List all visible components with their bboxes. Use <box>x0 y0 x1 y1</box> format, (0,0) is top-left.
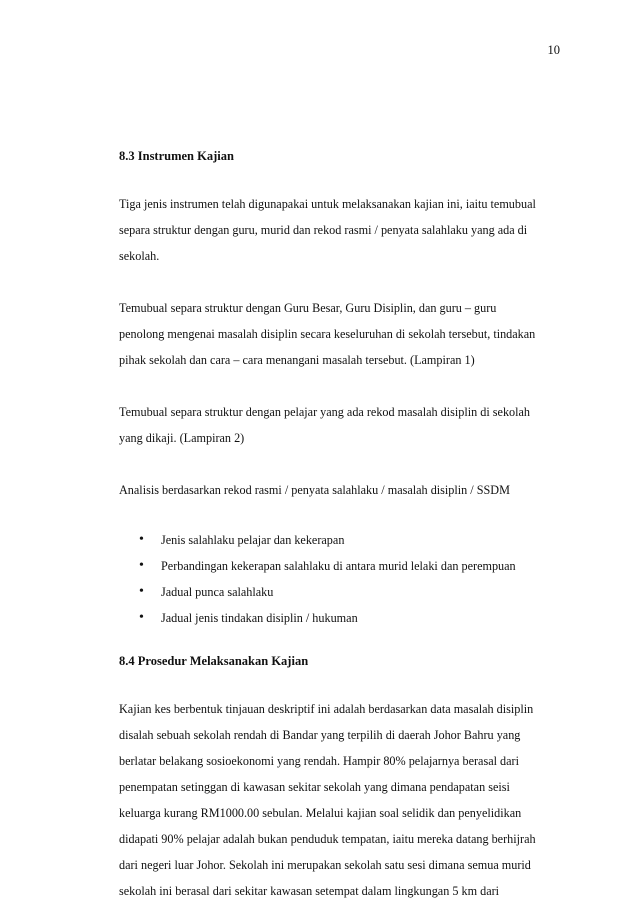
paragraph-interview-students <box>119 399 569 451</box>
text-line: didapati 90% pelajar adalah bukan penduduk tempatan, iaitu mereka datang berhijrah <box>119 832 536 846</box>
text-line: Temubual separa struktur dengan Guru Besar, Guru Disiplin, dan guru – guru <box>119 301 497 315</box>
text-line: disalah sebuah sekolah rendah di Bandar yang terpilih di daerah Johor Bahru yang <box>119 728 521 742</box>
paragraph-analysis <box>119 477 569 503</box>
text-line: pihak sekolah dan cara – cara menangani masalah tersebut. (Lampiran 1) <box>119 353 475 367</box>
paragraph-interview-teachers <box>119 295 569 373</box>
paragraph-instruments <box>119 191 569 269</box>
text-line: penolong mengenai masalah disiplin secara keseluruhan di sekolah tersebut, tindakan <box>119 327 536 341</box>
page-number: 10 <box>547 43 560 57</box>
bullet-icon: • <box>139 584 144 599</box>
text-line: dari negeri luar Johor. Sekolah ini merupakan sekolah satu sesi dimana semua murid <box>119 858 531 872</box>
text-line: separa struktur dengan guru, murid dan rekod rasmi / penyata salahlaku yang ada di <box>119 223 528 237</box>
analysis-bullet-list <box>119 527 569 631</box>
list-item <box>119 527 569 553</box>
list-item-text: Perbandingan kekerapan salahlaku di antara murid lelaki dan perempuan <box>161 559 516 573</box>
list-item-text: Jadual punca salahlaku <box>161 585 274 599</box>
list-item-text: Jadual jenis tindakan disiplin / hukuman <box>161 611 358 625</box>
section-heading-8-3: 8.3 Instrumen Kajian <box>119 149 234 163</box>
list-item <box>119 579 569 605</box>
text-line: Analisis berdasarkan rekod rasmi / penyata salahlaku / masalah disiplin / SSDM <box>119 483 510 497</box>
bullet-icon: • <box>139 532 144 547</box>
text-line: berlatar belakang sosioekonomi yang rendah. Hampir 80% pelajarnya berasal dari <box>119 754 520 768</box>
text-line: keluarga kurang RM1000.00 sebulan. Melalui kajian soal selidik dan penyelidikan <box>119 806 522 820</box>
section-heading-8-4: 8.4 Prosedur Melaksanakan Kajian <box>119 654 309 668</box>
text-line: Tiga jenis instrumen telah digunapakai untuk melaksanakan kajian ini, iaitu temubual <box>119 197 536 211</box>
list-item <box>119 553 569 579</box>
list-item <box>119 605 569 631</box>
list-item-text: Jenis salahlaku pelajar dan kekerapan <box>161 533 345 547</box>
text-line: yang dikaji. (Lampiran 2) <box>119 431 245 445</box>
bullet-icon: • <box>139 558 144 573</box>
text-line: sekolah ini berasal dari sekitar kawasan setempat dalam lingkungan 5 km dari <box>119 884 500 898</box>
text-line: penempatan setinggan di kawasan sekitar sekolah yang dimana pendapatan seisi <box>119 780 510 794</box>
bullet-icon: • <box>139 610 144 625</box>
text-line: sekolah. <box>119 249 160 263</box>
text-line: Kajian kes berbentuk tinjauan deskriptif ini adalah berdasarkan data masalah disiplin <box>119 702 534 716</box>
paragraph-procedure <box>119 696 569 904</box>
page-content <box>119 146 569 904</box>
text-line: Temubual separa struktur dengan pelajar yang ada rekod masalah disiplin di sekolah <box>119 405 531 419</box>
